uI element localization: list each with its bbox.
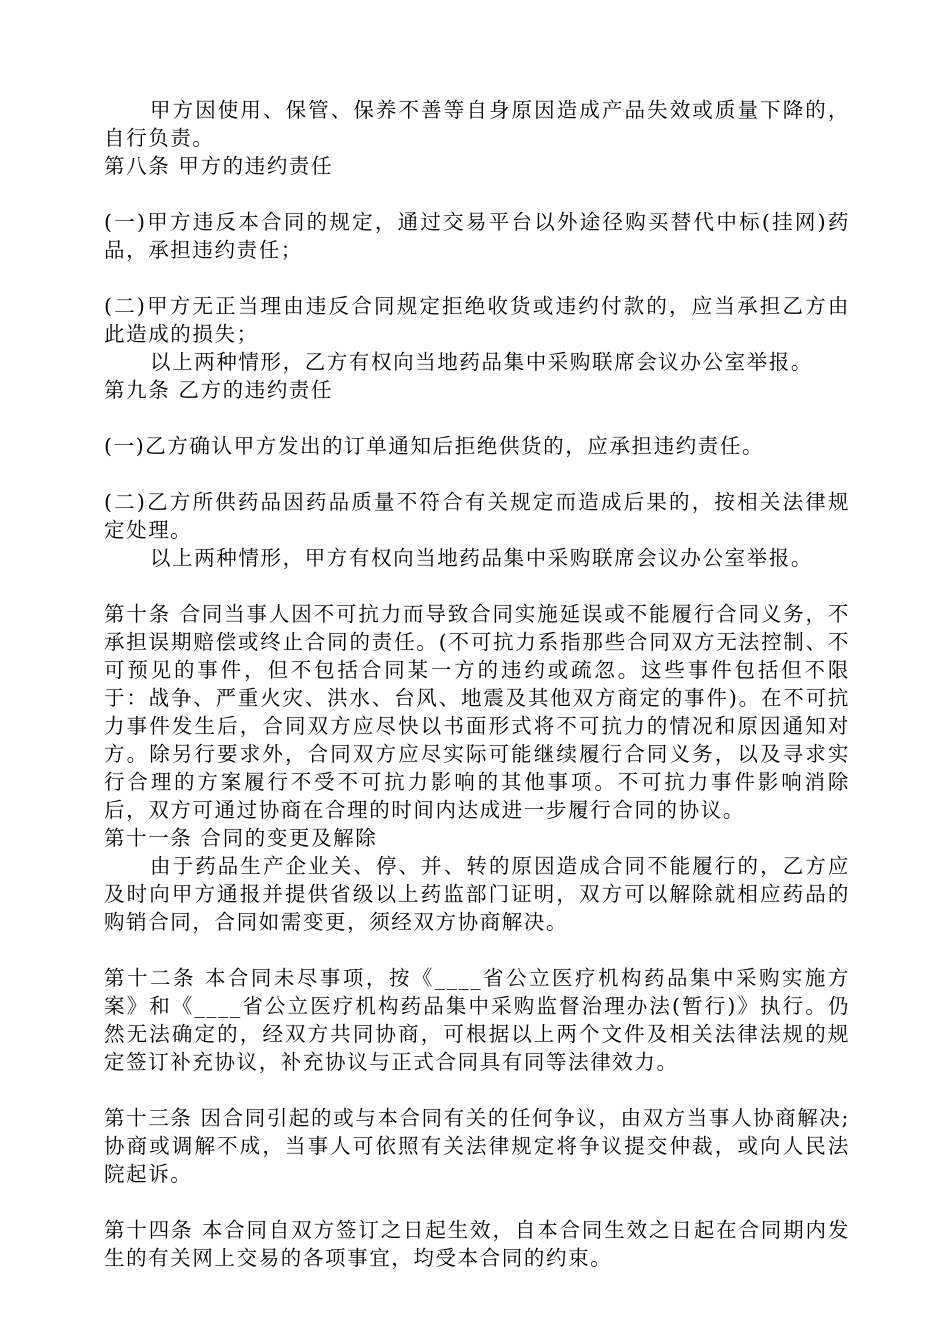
article-11-body: 由于药品生产企业关、停、并、转的原因造成合同不能履行的，乙方应及时向甲方通报并提供省级以上药监部门证明，双方可以解除就相应药品的购销合同，合同如需变更，须经双方协商解决。 (104, 854, 850, 934)
article-9-report-note: 以上两种情形，甲方有权向当地药品集中采购联席会议办公室举报。 (150, 546, 813, 570)
article-9-clause-1: (一)乙方确认甲方发出的订单通知后拒绝供货的，应承担违约责任。 (104, 434, 765, 458)
article-9-heading: 第九条 乙方的违约责任 (104, 378, 334, 402)
article-12-body: 第十二条 本合同未尽事项，按《____省公立医疗机构药品集中采购实施方案》和《____省公立医疗机构药品集中采购监督治理办法(暂行)》执行。仍然无法确定的，经双方共同协商，可根据以上两个文件及相关法律法规的规定签订补充协议，补充协议与正式合同具有同等法律效力。 (104, 966, 850, 1074)
article-8-heading: 第八条 甲方的违约责任 (104, 154, 334, 178)
article-11-heading: 第十一条 合同的变更及解除 (104, 826, 378, 850)
article-14-body: 第十四条 本合同自双方签订之日起生效，自本合同生效之日起在合同期内发生的有关网上交易的各项事宜，均受本合同的约束。 (104, 1218, 850, 1270)
paragraph-product-failure: 甲方因使用、保管、保养不善等自身原因造成产品失效或质量下降的，自行负责。 (104, 98, 850, 150)
article-13-body: 第十三条 因合同引起的或与本合同有关的任何争议，由双方当事人协商解决;协商或调解不成，当事人可依照有关法律规定将争议提交仲裁，或向人民法院起诉。 (104, 1106, 850, 1186)
document-page (104, 96, 850, 1272)
article-8-report-note: 以上两种情形，乙方有权向当地药品集中采购联席会议办公室举报。 (150, 350, 813, 374)
article-10-force-majeure: 第十条 合同当事人因不可抗力而导致合同实施延误或不能履行合同义务，不承担误期赔偿或终止合同的责任。(不可抗力系指那些合同双方无法控制、不可预见的事件，但不包括合同某一方的违约或疏忽。这些事件包括但不限于：战争、严重火灾、洪水、台风、地震及其他双方商定的事件)。在不可抗力事件发生后，合同双方应尽快以书面形式将不可抗力的情况和原因通知对方。除另行要求外，合同双方应尽实际可能继续履行合同义务，以及寻求实行合理的方案履行不受不可抗力影响的其他事项。不可抗力事件影响消除后，双方可通过协商在合理的时间内达成进一步履行合同的协议。 (104, 602, 850, 822)
article-8-clause-2: (二)甲方无正当理由违反合同规定拒绝收货或违约付款的，应当承担乙方由此造成的损失； (104, 294, 850, 346)
article-8-clause-1: (一)甲方违反本合同的规定，通过交易平台以外途径购买替代中标(挂网)药品，承担违约责任； (104, 210, 850, 262)
article-9-clause-2: (二)乙方所供药品因药品质量不符合有关规定而造成后果的，按相关法律规定处理。 (104, 490, 850, 542)
